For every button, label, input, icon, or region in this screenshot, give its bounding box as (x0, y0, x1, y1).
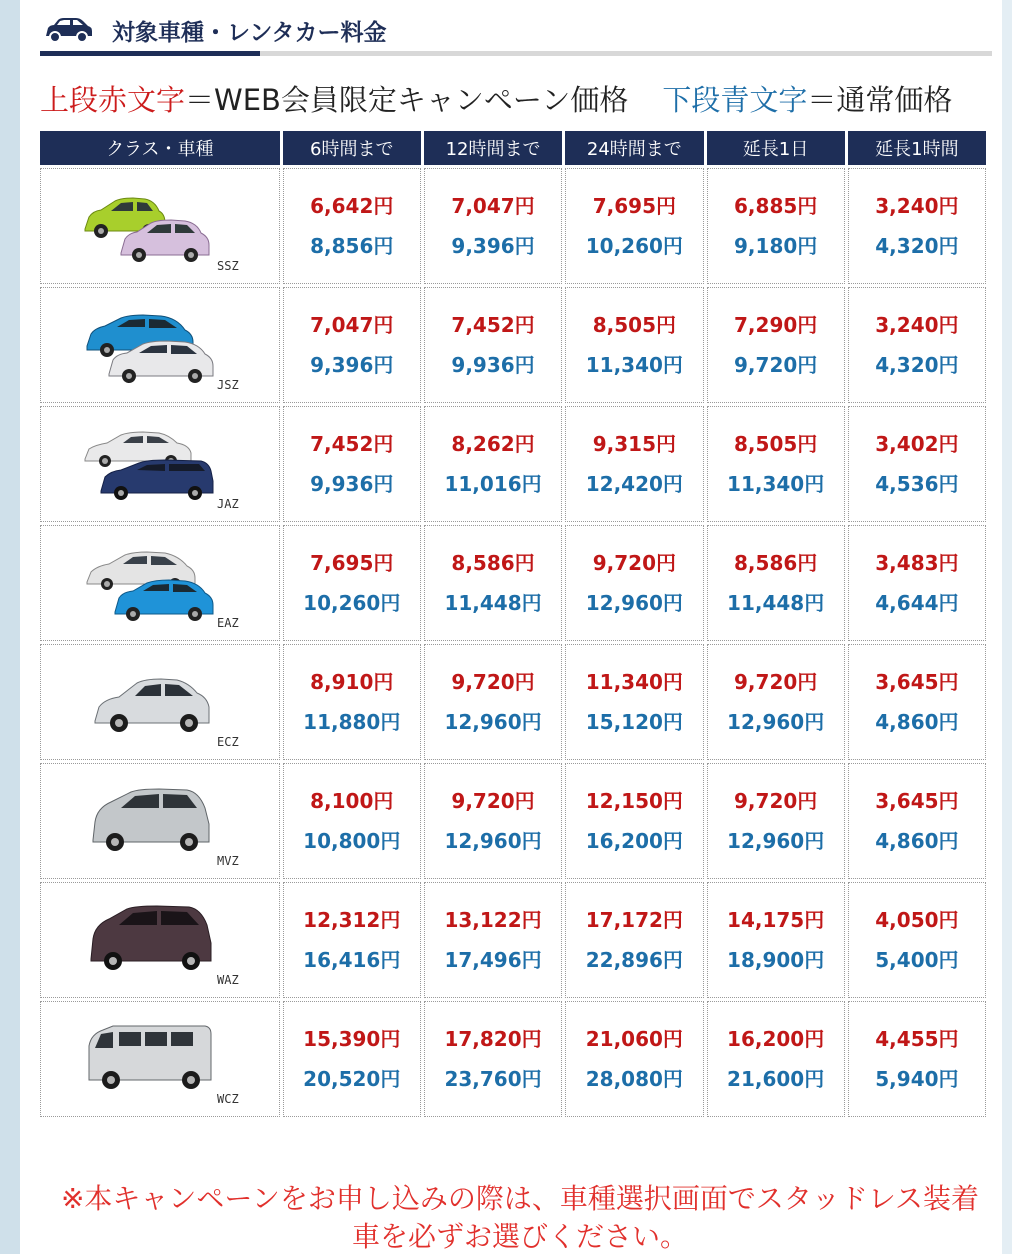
price-cell-24h (565, 644, 703, 760)
car-class-code: SSZ (217, 259, 239, 273)
table-header-row (40, 131, 986, 165)
car-class-cell (40, 168, 280, 284)
normal-price: 11,880円 (303, 710, 401, 734)
table-row (40, 168, 986, 284)
normal-price: 9,936円 (451, 353, 535, 377)
normal-price: 4,644円 (875, 591, 959, 615)
price-cell-extra-hour (848, 763, 986, 879)
normal-price: 28,080円 (585, 1067, 683, 1091)
compact-cars-image (81, 183, 221, 265)
hybrid-sedan-image (81, 659, 221, 741)
normal-price: 4,320円 (875, 353, 959, 377)
price-cell-extra-day (707, 763, 845, 879)
normal-price: 10,260円 (303, 591, 401, 615)
price-cell-extra-hour (848, 287, 986, 403)
web-price: 7,047円 (310, 313, 394, 337)
price-cell-24h (565, 1001, 703, 1117)
normal-price: 15,120円 (585, 710, 683, 734)
left-sidebar-strip (0, 0, 20, 1254)
table-row (40, 406, 986, 522)
web-price: 9,720円 (451, 670, 535, 694)
price-legend (40, 78, 992, 118)
car-class-cell (40, 406, 280, 522)
table-row (40, 287, 986, 403)
section-heading (40, 10, 992, 56)
heading-underline-accent (40, 51, 260, 56)
web-price: 7,452円 (451, 313, 535, 337)
scrollbar-track[interactable] (1002, 0, 1012, 1254)
price-cell-24h (565, 763, 703, 879)
header-class: クラス・車種 (40, 131, 280, 165)
web-price: 3,483円 (875, 551, 959, 575)
header-6h: 6時間まで (283, 131, 421, 165)
price-cell-6h (283, 525, 421, 641)
table-row (40, 763, 986, 879)
normal-price: 9,936円 (310, 472, 394, 496)
web-price: 3,645円 (875, 789, 959, 813)
normal-price: 4,860円 (875, 710, 959, 734)
web-price: 3,240円 (875, 313, 959, 337)
normal-price: 5,940円 (875, 1067, 959, 1091)
web-price: 7,695円 (592, 194, 676, 218)
normal-price: 9,180円 (734, 234, 818, 258)
price-cell-extra-day (707, 644, 845, 760)
web-price: 12,312円 (303, 908, 401, 932)
normal-price: 22,896円 (585, 948, 683, 972)
table-row (40, 882, 986, 998)
price-cell-extra-day (707, 287, 845, 403)
price-cell-12h (424, 882, 562, 998)
price-cell-extra-hour (848, 525, 986, 641)
normal-price: 12,960円 (444, 829, 542, 853)
web-price: 15,390円 (303, 1027, 401, 1051)
web-price: 17,820円 (444, 1027, 542, 1051)
car-class-code: JSZ (217, 378, 239, 392)
car-class-code: MVZ (217, 854, 239, 868)
web-price: 16,200円 (727, 1027, 825, 1051)
normal-price: 9,396円 (310, 353, 394, 377)
studless-tire-notice: ※本キャンペーンをお申し込みの際は、車種選択画面でスタッドレス装着車を必ずお選びください。 (60, 1182, 980, 1253)
web-price: 8,586円 (451, 551, 535, 575)
normal-price: 11,340円 (585, 353, 683, 377)
normal-price: 12,960円 (585, 591, 683, 615)
price-cell-24h (565, 287, 703, 403)
price-cell-6h (283, 644, 421, 760)
web-price: 3,402円 (875, 432, 959, 456)
normal-price: 21,600円 (727, 1067, 825, 1091)
web-price: 9,720円 (734, 789, 818, 813)
price-cell-6h (283, 287, 421, 403)
web-price: 7,047円 (451, 194, 535, 218)
price-cell-12h (424, 287, 562, 403)
price-cell-extra-day (707, 882, 845, 998)
price-cell-6h (283, 168, 421, 284)
price-cell-24h (565, 406, 703, 522)
web-price: 11,340円 (585, 670, 683, 694)
web-price: 17,172円 (585, 908, 683, 932)
legend-normal-label: 下段青文字 (662, 83, 808, 117)
web-price: 3,240円 (875, 194, 959, 218)
table-row (40, 525, 986, 641)
normal-price: 20,520円 (303, 1067, 401, 1091)
car-class-cell (40, 763, 280, 879)
web-price: 8,586円 (734, 551, 818, 575)
price-cell-extra-hour (848, 644, 986, 760)
normal-price: 10,260円 (585, 234, 683, 258)
car-class-code: WCZ (217, 1092, 239, 1106)
price-cell-extra-hour (848, 1001, 986, 1117)
web-price: 7,695円 (310, 551, 394, 575)
price-cell-24h (565, 168, 703, 284)
car-class-code: WAZ (217, 973, 239, 987)
web-price: 9,720円 (451, 789, 535, 813)
web-price: 9,315円 (592, 432, 676, 456)
van-image (81, 1016, 221, 1098)
web-price: 4,455円 (875, 1027, 959, 1051)
price-cell-6h (283, 882, 421, 998)
table-row (40, 644, 986, 760)
header-24h: 24時間まで (565, 131, 703, 165)
table-row (40, 1001, 986, 1117)
normal-price: 11,448円 (727, 591, 825, 615)
normal-price: 12,960円 (444, 710, 542, 734)
price-cell-6h (283, 763, 421, 879)
normal-price: 16,416円 (303, 948, 401, 972)
normal-price: 18,900円 (727, 948, 825, 972)
price-cell-24h (565, 882, 703, 998)
normal-price: 12,420円 (585, 472, 683, 496)
web-price: 8,505円 (592, 313, 676, 337)
price-cell-12h (424, 763, 562, 879)
price-table (37, 128, 989, 1120)
web-price: 9,720円 (592, 551, 676, 575)
normal-price: 4,860円 (875, 829, 959, 853)
car-class-cell (40, 287, 280, 403)
web-price: 6,885円 (734, 194, 818, 218)
web-price: 9,720円 (734, 670, 818, 694)
car-class-cell (40, 644, 280, 760)
price-cell-extra-hour (848, 168, 986, 284)
web-price: 7,452円 (310, 432, 394, 456)
web-price: 14,175円 (727, 908, 825, 932)
web-price: 8,505円 (734, 432, 818, 456)
normal-price: 9,720円 (734, 353, 818, 377)
car-class-cell (40, 525, 280, 641)
car-class-cell (40, 1001, 280, 1117)
price-cell-extra-day (707, 168, 845, 284)
price-cell-24h (565, 525, 703, 641)
header-12h: 12時間まで (424, 131, 562, 165)
section-title: 対象車種・レンタカー料金 (112, 20, 387, 46)
price-cell-extra-day (707, 1001, 845, 1117)
normal-price: 23,760円 (444, 1067, 542, 1091)
sedan-wagon-image (81, 421, 221, 503)
normal-price: 11,448円 (444, 591, 542, 615)
price-cell-12h (424, 525, 562, 641)
legend-web-desc: ＝WEB会員限定キャンペーン価格 (185, 83, 629, 117)
hybrid-cars-image (81, 540, 221, 622)
price-cell-extra-hour (848, 406, 986, 522)
web-price: 13,122円 (444, 908, 542, 932)
price-cell-extra-hour (848, 882, 986, 998)
price-cell-extra-day (707, 525, 845, 641)
normal-price: 12,960円 (727, 829, 825, 853)
normal-price: 4,320円 (875, 234, 959, 258)
compact-cars-image (81, 302, 221, 384)
price-cell-extra-day (707, 406, 845, 522)
minivan-image (81, 897, 221, 979)
normal-price: 12,960円 (727, 710, 825, 734)
price-cell-12h (424, 168, 562, 284)
web-price: 8,262円 (451, 432, 535, 456)
normal-price: 11,016円 (444, 472, 542, 496)
car-class-code: ECZ (217, 735, 239, 749)
web-price: 8,100円 (310, 789, 394, 813)
web-price: 21,060円 (585, 1027, 683, 1051)
web-price: 12,150円 (585, 789, 683, 813)
car-class-cell (40, 882, 280, 998)
car-class-code: EAZ (217, 616, 239, 630)
normal-price: 17,496円 (444, 948, 542, 972)
normal-price: 8,856円 (310, 234, 394, 258)
normal-price: 11,340円 (727, 472, 825, 496)
web-price: 4,050円 (875, 908, 959, 932)
normal-price: 9,396円 (451, 234, 535, 258)
legend-normal-desc: ＝通常価格 (807, 83, 953, 117)
normal-price: 16,200円 (585, 829, 683, 853)
heading-underline (260, 51, 992, 56)
price-cell-6h (283, 406, 421, 522)
price-cell-12h (424, 644, 562, 760)
normal-price: 10,800円 (303, 829, 401, 853)
web-price: 7,290円 (734, 313, 818, 337)
price-cell-6h (283, 1001, 421, 1117)
normal-price: 5,400円 (875, 948, 959, 972)
minivan-image (81, 778, 221, 860)
header-extra-day: 延長1日 (707, 131, 845, 165)
price-cell-12h (424, 406, 562, 522)
header-extra-hour: 延長1時間 (848, 131, 986, 165)
normal-price: 4,536円 (875, 472, 959, 496)
price-cell-12h (424, 1001, 562, 1117)
web-price: 3,645円 (875, 670, 959, 694)
web-price: 8,910円 (310, 670, 394, 694)
legend-web-label: 上段赤文字 (40, 83, 186, 117)
car-icon (42, 16, 94, 44)
car-class-code: JAZ (217, 497, 239, 511)
web-price: 6,642円 (310, 194, 394, 218)
